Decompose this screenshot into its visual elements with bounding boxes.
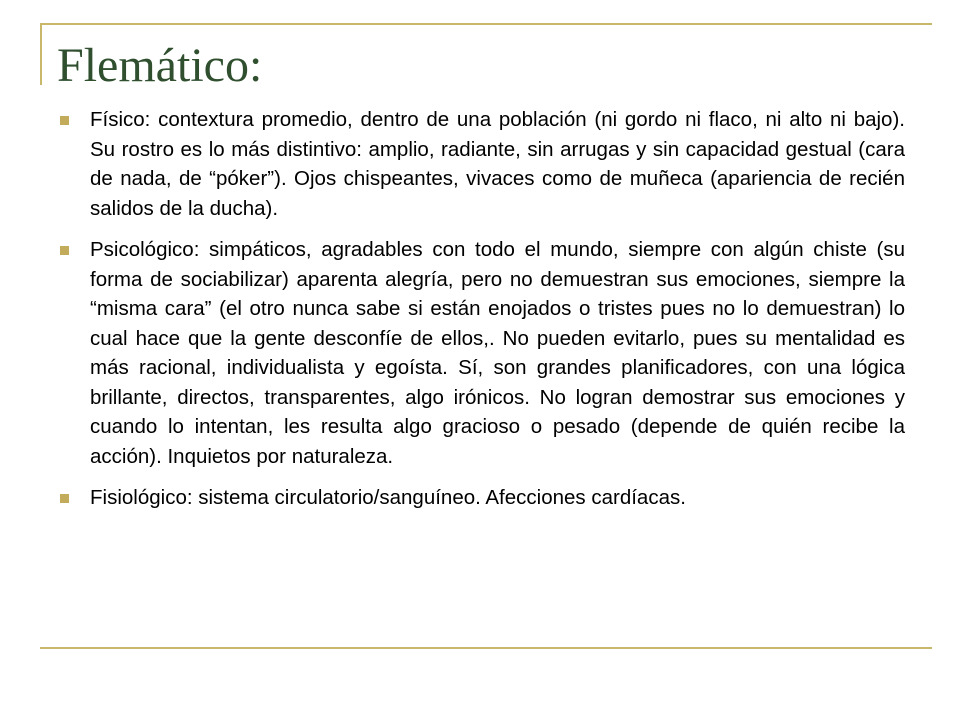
top-rule bbox=[40, 23, 932, 25]
bullet-item-psicologico bbox=[60, 235, 905, 471]
left-rule bbox=[40, 23, 42, 85]
bullet-text: Fisiológico: sistema circulatorio/sanguíneo. Afecciones cardíacas. bbox=[90, 486, 686, 509]
square-bullet-icon bbox=[60, 116, 69, 125]
slide-title: Flemático: bbox=[57, 39, 263, 92]
square-bullet-icon bbox=[60, 246, 69, 255]
bullet-item-fisico bbox=[60, 105, 905, 223]
square-bullet-icon bbox=[60, 494, 69, 503]
bottom-rule bbox=[40, 647, 932, 649]
bullet-list bbox=[60, 105, 905, 525]
bullet-text: Psicológico: simpáticos, agradables con todo el mundo, siempre con algún chiste (su forma de sociabilizar) aparenta alegría, pero no demuestran sus emociones, siempre la “misma cara” (el otro nunca sabe si están enojados o tristes pues no lo demuestran) lo cual hace que la gente desconfíe de ellos,. No pueden evitarlo, pues su mentalidad es más racional, individualista y egoísta. Sí, son grandes planificadores, con una lógica brillante, directos, transparentes, algo irónicos. No logran demostrar sus emociones y cuando lo intentan, les resulta algo gracioso o pesado (depende de quién recibe la acción). Inquietos por naturaleza. bbox=[90, 238, 905, 468]
bullet-text: Físico: contextura promedio, dentro de una población (ni gordo ni flaco, ni alto ni bajo). Su rostro es lo más distintivo: amplio, radiante, sin arrugas y sin capacidad gestual (cara de nada, de “póker”). Ojos chispeantes, vivaces como de muñeca (apariencia de recién salidos de la ducha). bbox=[90, 108, 905, 220]
bullet-item-fisiologico bbox=[60, 483, 905, 513]
